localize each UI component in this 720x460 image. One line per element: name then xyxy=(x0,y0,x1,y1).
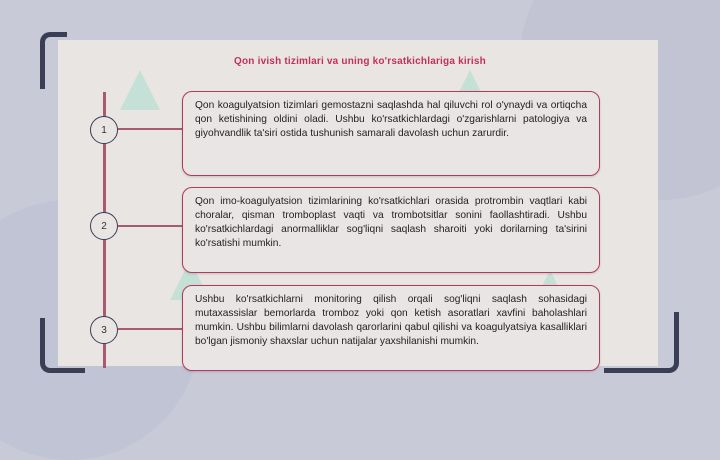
watermark-logo-icon xyxy=(110,60,170,120)
frame-corner-bottom-right xyxy=(604,312,679,373)
content-card-3: Ushbu ko'rsatkichlarni monitoring qilish orqali sog'liqni saqlash sohasidagi mutaxassislar bemorlarda tromboz yoki qon ketish asoratlari xavfini baholashlari mumkin. Ushbu bilimlarni davolash qarorlarini qabul qilishi va koagulyatsiya kasalliklari bo'lgan jismoniy shaxslar uchun natijalar yaxshilanishi mumkin. xyxy=(182,285,600,371)
timeline-connector xyxy=(118,328,184,330)
slide-title: Qon ivish tizimlari va uning ko'rsatkichlariga kirish xyxy=(234,56,486,67)
content-card-1: Qon koagulyatsion tizimlari gemostazni saqlashda hal qiluvchi rol o'ynaydi va ortiqcha qon ketishining oldini oladi. Ushbu ko'rsatkichlardagi o'zgarishlarni patologiya va giyohvandlik ta'siri ostida tushunish samarali davolash uchun zarurdir. xyxy=(182,91,600,176)
content-card-2: Qon imo-koagulyatsion tizimlarining ko'rsatkichlari orasida protrombin vaqtlari kabi choralar, qisman tromboplast vaqti va trombotsitlar sonini faollashtiradi. Ushbu ko'rsatkichlardagi anormalliklar sog'liqni saqlash sharoiti yoki dorilarning ta'sirini ko'rsatishi mumkin. xyxy=(182,187,600,273)
frame-corner-bottom-left xyxy=(40,318,85,373)
timeline-node-3: 3 xyxy=(90,316,118,344)
timeline-connector xyxy=(118,128,184,130)
timeline-node-1: 1 xyxy=(90,116,118,144)
timeline-node-2: 2 xyxy=(90,212,118,240)
timeline-connector xyxy=(118,225,184,227)
